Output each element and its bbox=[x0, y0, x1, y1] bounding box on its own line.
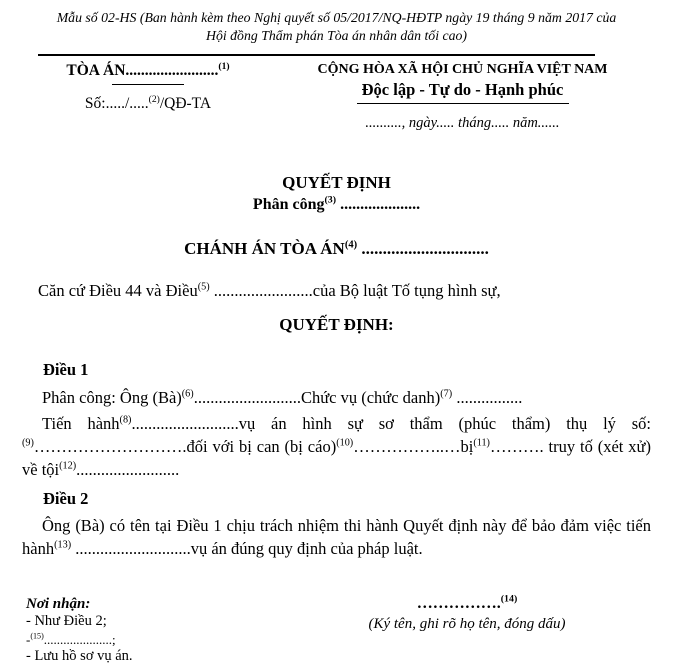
a1p1-seg0: Phân công: Ông (Bà) bbox=[42, 388, 182, 407]
a1p2-footnote-ref-9: (9) bbox=[22, 437, 34, 449]
document-title: QUYẾT ĐỊNH bbox=[282, 173, 391, 192]
a1p1-footnote-ref-6: (6) bbox=[181, 388, 194, 400]
a1p2-footnote-ref-8: (8) bbox=[119, 414, 132, 426]
a1p1-footnote-ref-7: (7) bbox=[440, 388, 453, 400]
form-note bbox=[22, 9, 651, 45]
signature-footnote-ref: (14) bbox=[500, 593, 518, 605]
header-divider-rule bbox=[38, 54, 595, 56]
national-motto: Độc lập - Tự do - Hạnh phúc bbox=[361, 80, 564, 99]
subtitle-footnote-ref: (3) bbox=[324, 194, 337, 206]
document-number-footnote-ref: (2) bbox=[148, 93, 160, 105]
a1p2-footnote-ref-12: (12) bbox=[59, 460, 77, 472]
legal-basis-text: Căn cứ Điều 44 và Điều bbox=[38, 281, 198, 300]
motto-underline bbox=[357, 103, 569, 104]
court-name-footnote-ref: (1) bbox=[218, 60, 230, 72]
legal-basis-suffix: ........................của Bộ luật Tố tụng hình sự, bbox=[209, 281, 501, 300]
article2-paragraph1 bbox=[22, 514, 651, 560]
legal-basis-line bbox=[22, 281, 651, 301]
article1-paragraph2 bbox=[22, 412, 651, 481]
recipient2-dash: - bbox=[26, 631, 31, 647]
date-place-line: .........., ngày..... tháng..... năm...... bbox=[365, 115, 560, 131]
legal-basis-footnote-ref: (5) bbox=[197, 281, 210, 293]
recipient-item-1: - Như Điều 2; bbox=[26, 613, 107, 629]
document-subtitle bbox=[22, 196, 651, 214]
signature-block bbox=[317, 595, 617, 666]
title-block bbox=[22, 173, 651, 214]
document-number-prefix: Số:...../..... bbox=[84, 95, 149, 112]
a1p2-seg10: ......................... bbox=[76, 460, 180, 479]
signature-instruction: (Ký tên, ghi rõ họ tên, đóng dấu) bbox=[368, 616, 566, 632]
issuing-court-block bbox=[22, 62, 274, 132]
authority-footnote-ref: (4) bbox=[344, 239, 358, 251]
document-footer bbox=[22, 595, 651, 666]
form-note-line1: Mẫu số 02-HS (Ban hành kèm theo Nghị quyết số 05/2017/NQ-HĐTP ngày 19 tháng 9 năm 2017 của bbox=[56, 10, 617, 25]
a1p2-seg6: ……………..…bị bbox=[353, 437, 474, 456]
a2p1-footnote-ref-13: (13) bbox=[54, 539, 72, 551]
national-header-block bbox=[274, 62, 651, 132]
decides-heading: QUYẾT ĐỊNH: bbox=[279, 315, 394, 334]
recipient-item-2 bbox=[26, 631, 133, 649]
letterhead bbox=[22, 62, 651, 132]
a1p2-footnote-ref-10: (10) bbox=[336, 437, 354, 449]
a1p2-seg8: ………. truy tố (xét xử) về tội bbox=[22, 437, 651, 479]
a1p1-seg2: ..........................Chức vụ (chức danh) bbox=[193, 388, 441, 407]
authority-dots: .............................. bbox=[357, 239, 489, 258]
form-note-line2: Hội đồng Thẩm phán Tòa án nhân dân tối cao) bbox=[206, 28, 467, 43]
a1p2-seg2: ..........................vụ án hình sự sơ thẩm (phúc thẩm) thụ lý số: bbox=[131, 414, 651, 433]
document-number-line bbox=[22, 95, 274, 113]
signature-title-line bbox=[317, 595, 617, 613]
a2p1-seg0: Ông (Bà) có tên tại Điều 1 chịu trách nhiệm thi hành Quyết định này để bảo đảm việc tiến hành bbox=[22, 516, 651, 558]
document-number-suffix: /QĐ-TA bbox=[159, 95, 212, 112]
subtitle-text: Phân công bbox=[252, 196, 325, 213]
court-name-line bbox=[22, 62, 274, 80]
a1p2-seg4: ……………………….đối với bị can (bị cáo) bbox=[33, 437, 337, 456]
a1p1-seg4: ................ bbox=[452, 388, 523, 407]
recipient-item-3: - Lưu hồ sơ vụ án. bbox=[26, 648, 133, 664]
signature-dots: ……………. bbox=[416, 595, 501, 612]
a1p2-footnote-ref-11: (11) bbox=[473, 437, 490, 449]
recipients-block bbox=[26, 595, 133, 666]
article2-heading: Điều 2 bbox=[43, 489, 89, 508]
authority-text: CHÁNH ÁN TÒA ÁN bbox=[184, 239, 345, 258]
court-name-underline bbox=[112, 84, 184, 85]
recipient2-footnote-ref: (15) bbox=[30, 631, 44, 641]
recipient2-dots: .....................; bbox=[43, 631, 116, 647]
court-name-label: TÒA ÁN........................ bbox=[66, 62, 219, 79]
article1-heading: Điều 1 bbox=[43, 360, 89, 379]
recipients-title: Nơi nhận: bbox=[26, 596, 91, 612]
a1p2-seg0: Tiến hành bbox=[42, 414, 120, 433]
article1-paragraph1 bbox=[22, 386, 651, 409]
national-title: CỘNG HÒA XÃ HỘI CHỦ NGHĨA VIỆT NAM bbox=[317, 62, 608, 77]
subtitle-dots: .................... bbox=[336, 196, 421, 213]
authority-line bbox=[22, 239, 651, 259]
a2p1-seg2: ............................vụ án đúng quy định của pháp luật. bbox=[71, 539, 423, 558]
